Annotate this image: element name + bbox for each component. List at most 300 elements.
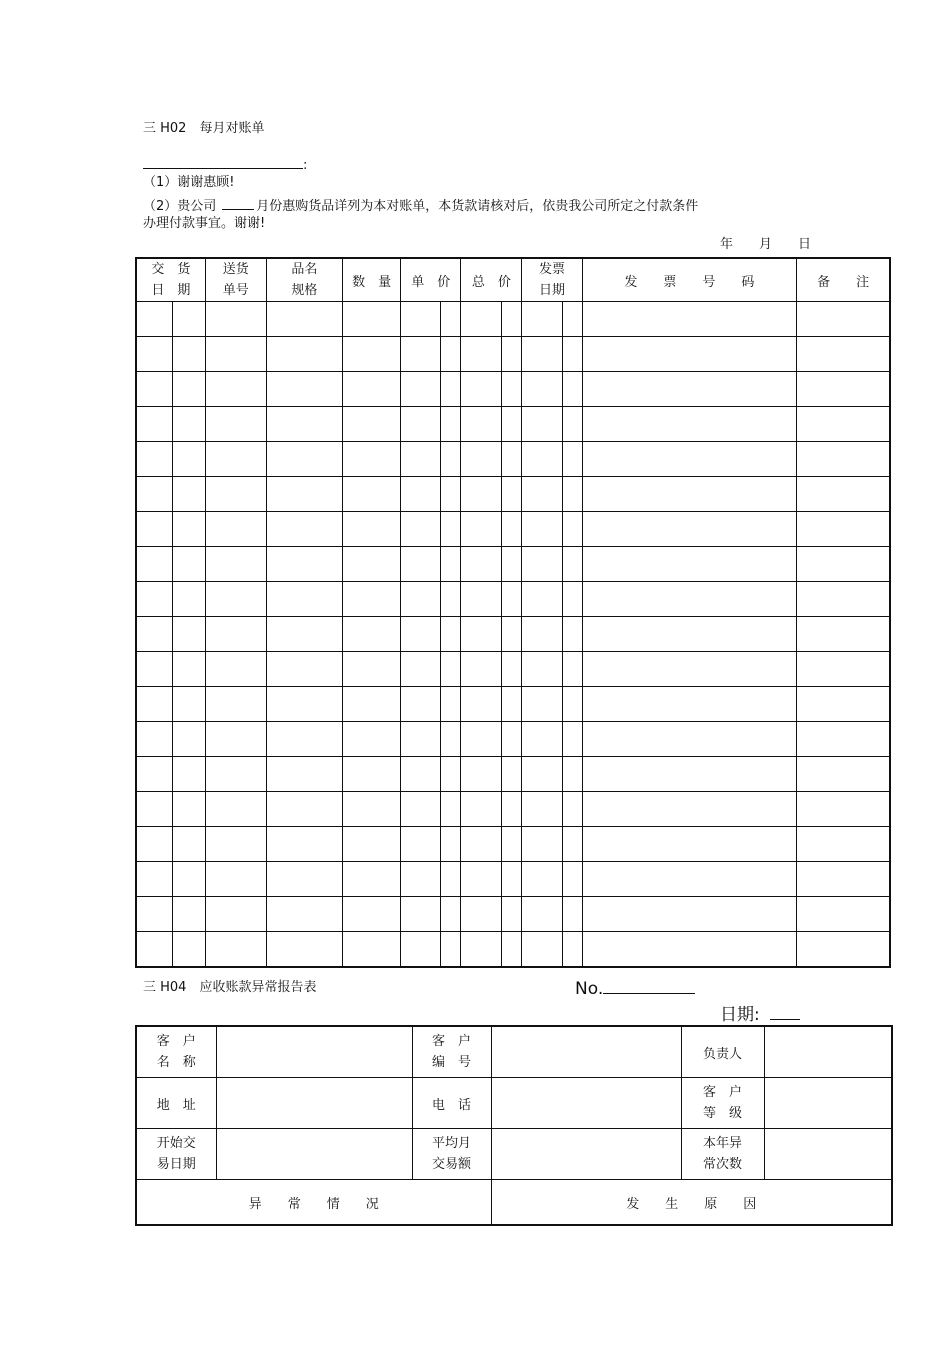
table-cell[interactable]	[461, 792, 502, 827]
table-cell[interactable]	[205, 897, 266, 932]
table-cell[interactable]	[582, 337, 797, 372]
table-cell[interactable]	[797, 897, 890, 932]
table-cell[interactable]	[136, 897, 172, 932]
table-cell[interactable]	[172, 407, 205, 442]
table-cell[interactable]	[562, 722, 582, 757]
table-cell[interactable]	[797, 687, 890, 722]
table-cell[interactable]	[401, 897, 441, 932]
report-date	[720, 1003, 800, 1025]
table-cell[interactable]	[266, 582, 342, 617]
table-cell[interactable]	[461, 512, 502, 547]
table-cell[interactable]	[562, 792, 582, 827]
table-cell[interactable]	[582, 442, 797, 477]
table-cell[interactable]	[266, 792, 342, 827]
table-cell[interactable]	[502, 897, 522, 932]
table-cell[interactable]	[522, 302, 562, 337]
table-cell[interactable]	[343, 932, 401, 968]
table-cell[interactable]	[401, 302, 441, 337]
table-cell[interactable]	[205, 442, 266, 477]
table-row	[136, 582, 890, 617]
table-cell[interactable]	[343, 512, 401, 547]
recipient-line	[143, 155, 307, 174]
table-cell[interactable]	[522, 337, 562, 372]
table-cell[interactable]	[797, 827, 890, 862]
table-row	[136, 407, 890, 442]
table-cell[interactable]	[461, 617, 502, 652]
table-cell[interactable]	[401, 757, 441, 792]
table-cell[interactable]	[562, 407, 582, 442]
table-cell[interactable]	[441, 687, 461, 722]
table-cell[interactable]	[522, 372, 562, 407]
table-cell[interactable]	[172, 722, 205, 757]
table-cell[interactable]	[205, 792, 266, 827]
table-cell[interactable]	[205, 862, 266, 897]
table-cell[interactable]	[266, 757, 342, 792]
table-cell[interactable]	[343, 652, 401, 687]
table-cell[interactable]	[441, 722, 461, 757]
table-cell[interactable]	[172, 582, 205, 617]
table-cell[interactable]	[205, 407, 266, 442]
table-cell[interactable]	[461, 932, 502, 968]
table-cell[interactable]	[343, 547, 401, 582]
table-row	[136, 862, 890, 897]
header-product: 品名 规格	[266, 258, 342, 302]
table-cell[interactable]	[797, 337, 890, 372]
table-cell[interactable]	[502, 302, 522, 337]
table-cell[interactable]	[797, 477, 890, 512]
table-cell[interactable]	[502, 687, 522, 722]
table-cell[interactable]	[562, 512, 582, 547]
table-cell[interactable]	[266, 512, 342, 547]
table-cell[interactable]	[522, 512, 562, 547]
table-cell[interactable]	[502, 827, 522, 862]
customer-level-cell[interactable]	[764, 1078, 892, 1129]
table-cell[interactable]	[502, 792, 522, 827]
table-cell[interactable]	[522, 547, 562, 582]
table-cell[interactable]	[441, 757, 461, 792]
table-cell[interactable]	[522, 687, 562, 722]
table-cell[interactable]	[582, 372, 797, 407]
table-cell[interactable]	[461, 407, 502, 442]
table-row	[136, 1026, 892, 1078]
table-cell[interactable]	[562, 827, 582, 862]
table-cell[interactable]	[343, 407, 401, 442]
table-cell[interactable]	[461, 547, 502, 582]
table-cell[interactable]	[582, 407, 797, 442]
table-cell[interactable]	[172, 477, 205, 512]
table-cell[interactable]	[522, 862, 562, 897]
table-cell[interactable]	[172, 337, 205, 372]
table-cell[interactable]	[562, 302, 582, 337]
header-quantity: 数 量	[343, 258, 401, 302]
table-cell[interactable]	[343, 722, 401, 757]
intro-line-2-start: （2）贵公司	[143, 199, 217, 214]
table-cell[interactable]	[266, 617, 342, 652]
table-cell[interactable]	[461, 477, 502, 512]
table-cell[interactable]	[797, 407, 890, 442]
table-cell[interactable]	[461, 302, 502, 337]
table-cell[interactable]	[582, 722, 797, 757]
table-cell[interactable]	[205, 372, 266, 407]
table-cell[interactable]	[205, 547, 266, 582]
table-cell[interactable]	[582, 687, 797, 722]
table-cell[interactable]	[562, 862, 582, 897]
table-cell[interactable]	[582, 827, 797, 862]
table-cell[interactable]	[172, 512, 205, 547]
table-cell[interactable]	[205, 512, 266, 547]
table-cell[interactable]	[582, 862, 797, 897]
table-cell[interactable]	[797, 757, 890, 792]
table-cell[interactable]	[441, 477, 461, 512]
table-header-row	[136, 258, 890, 302]
table-cell[interactable]	[562, 932, 582, 968]
table-cell[interactable]	[343, 372, 401, 407]
table-cell[interactable]	[461, 827, 502, 862]
table-cell[interactable]	[266, 477, 342, 512]
table-cell[interactable]	[343, 442, 401, 477]
table-cell[interactable]	[522, 477, 562, 512]
exception-count-cell[interactable]	[764, 1129, 892, 1180]
table-cell[interactable]	[401, 932, 441, 968]
table-cell[interactable]	[172, 687, 205, 722]
table-row	[136, 1129, 892, 1180]
table-cell[interactable]	[401, 477, 441, 512]
table-cell[interactable]	[502, 722, 522, 757]
table-cell[interactable]	[797, 582, 890, 617]
table-cell[interactable]	[502, 932, 522, 968]
table-cell[interactable]	[441, 827, 461, 862]
table-cell[interactable]	[562, 617, 582, 652]
table-cell[interactable]	[441, 897, 461, 932]
table-cell[interactable]	[441, 407, 461, 442]
table-cell[interactable]	[562, 582, 582, 617]
table-cell[interactable]	[266, 897, 342, 932]
table-cell[interactable]	[401, 792, 441, 827]
table-cell[interactable]	[522, 652, 562, 687]
table-cell[interactable]	[136, 792, 172, 827]
table-cell[interactable]	[582, 792, 797, 827]
table-cell[interactable]	[266, 862, 342, 897]
intro-line-1: （1）谢谢惠顾!	[143, 175, 235, 190]
table-cell[interactable]	[343, 827, 401, 862]
table-cell[interactable]	[461, 862, 502, 897]
table-cell[interactable]	[582, 617, 797, 652]
table-cell[interactable]	[797, 372, 890, 407]
table-cell[interactable]	[797, 512, 890, 547]
label-address: 地 址	[136, 1078, 216, 1129]
table-cell[interactable]	[136, 547, 172, 582]
table-cell[interactable]	[797, 547, 890, 582]
table-cell[interactable]	[441, 442, 461, 477]
report-date-label: 日期:	[720, 1005, 760, 1025]
header-delivery-date: 交 货 日 期	[136, 258, 205, 302]
table-cell[interactable]	[401, 687, 441, 722]
table-cell[interactable]	[797, 652, 890, 687]
table-cell[interactable]	[343, 757, 401, 792]
table-cell[interactable]	[205, 302, 266, 337]
table-cell[interactable]	[401, 722, 441, 757]
table-cell[interactable]	[266, 337, 342, 372]
table-cell[interactable]	[461, 372, 502, 407]
table-cell[interactable]	[797, 932, 890, 968]
table-row	[136, 442, 890, 477]
table-cell[interactable]	[562, 477, 582, 512]
table-cell[interactable]	[401, 372, 441, 407]
table-row	[136, 477, 890, 512]
table-cell[interactable]	[172, 617, 205, 652]
table-cell[interactable]	[343, 302, 401, 337]
table-row	[136, 372, 890, 407]
table-cell[interactable]	[562, 547, 582, 582]
label-start-date: 开始交 易日期	[136, 1129, 216, 1180]
table-cell[interactable]	[562, 337, 582, 372]
table-cell[interactable]	[136, 687, 172, 722]
table-cell[interactable]	[205, 582, 266, 617]
table-cell[interactable]	[266, 932, 342, 968]
table-cell[interactable]	[136, 372, 172, 407]
table-cell[interactable]	[172, 302, 205, 337]
table-cell[interactable]	[562, 652, 582, 687]
start-date-cell[interactable]	[216, 1129, 412, 1180]
table-cell[interactable]	[343, 337, 401, 372]
table-cell[interactable]	[582, 547, 797, 582]
table-cell[interactable]	[266, 372, 342, 407]
table-cell[interactable]	[797, 862, 890, 897]
table-cell[interactable]	[461, 897, 502, 932]
table-cell[interactable]	[136, 932, 172, 968]
table-cell[interactable]	[797, 722, 890, 757]
label-exception-count: 本年异 常次数	[681, 1129, 764, 1180]
label-person-in-charge: 负责人	[681, 1026, 764, 1078]
table-cell[interactable]	[502, 477, 522, 512]
table-cell[interactable]	[441, 547, 461, 582]
table-cell[interactable]	[136, 827, 172, 862]
table-cell[interactable]	[441, 512, 461, 547]
table-cell[interactable]	[343, 582, 401, 617]
table-cell[interactable]	[582, 582, 797, 617]
table-cell[interactable]	[582, 897, 797, 932]
table-cell[interactable]	[461, 652, 502, 687]
recipient-blank[interactable]	[143, 155, 303, 169]
table-cell[interactable]	[172, 547, 205, 582]
table-cell[interactable]	[401, 617, 441, 652]
table-cell[interactable]	[136, 337, 172, 372]
statement-table-body	[136, 302, 890, 968]
table-row	[136, 302, 890, 337]
table-cell[interactable]	[441, 617, 461, 652]
table-cell[interactable]	[401, 652, 441, 687]
table-cell[interactable]	[136, 582, 172, 617]
address-cell[interactable]	[216, 1078, 412, 1129]
table-cell[interactable]	[266, 722, 342, 757]
table-cell[interactable]	[266, 547, 342, 582]
table-cell[interactable]	[522, 897, 562, 932]
table-cell[interactable]	[522, 722, 562, 757]
table-cell[interactable]	[266, 302, 342, 337]
table-cell[interactable]	[401, 407, 441, 442]
table-cell[interactable]	[205, 932, 266, 968]
table-cell[interactable]	[401, 582, 441, 617]
table-cell[interactable]	[461, 722, 502, 757]
table-cell[interactable]	[343, 687, 401, 722]
label-phone: 电 话	[412, 1078, 491, 1129]
table-cell[interactable]	[266, 652, 342, 687]
table-cell[interactable]	[401, 512, 441, 547]
table-cell[interactable]	[797, 617, 890, 652]
table-cell[interactable]	[401, 862, 441, 897]
label-exception-situation: 异 常 情 况	[136, 1180, 491, 1226]
table-cell[interactable]	[205, 687, 266, 722]
table-cell[interactable]	[172, 897, 205, 932]
table-cell[interactable]	[205, 722, 266, 757]
table-cell[interactable]	[343, 862, 401, 897]
table-cell[interactable]	[522, 582, 562, 617]
table-cell[interactable]	[522, 932, 562, 968]
table-cell[interactable]	[441, 792, 461, 827]
table-cell[interactable]	[441, 582, 461, 617]
exception-report-table	[135, 1025, 893, 1226]
table-cell[interactable]	[205, 477, 266, 512]
report-number-blank[interactable]	[603, 977, 695, 994]
table-cell[interactable]	[266, 827, 342, 862]
table-cell[interactable]	[461, 337, 502, 372]
table-cell[interactable]	[343, 477, 401, 512]
table-cell[interactable]	[441, 372, 461, 407]
table-cell[interactable]	[522, 827, 562, 862]
avg-monthly-cell[interactable]	[491, 1129, 681, 1180]
table-cell[interactable]	[522, 617, 562, 652]
table-cell[interactable]	[582, 652, 797, 687]
table-cell[interactable]	[172, 372, 205, 407]
table-cell[interactable]	[136, 477, 172, 512]
table-cell[interactable]	[562, 687, 582, 722]
table-cell[interactable]	[562, 372, 582, 407]
table-cell[interactable]	[562, 442, 582, 477]
table-cell[interactable]	[205, 337, 266, 372]
table-cell[interactable]	[562, 897, 582, 932]
table-cell[interactable]	[205, 617, 266, 652]
table-cell[interactable]	[136, 512, 172, 547]
table-cell[interactable]	[172, 652, 205, 687]
table-cell[interactable]	[172, 932, 205, 968]
person-in-charge-cell[interactable]	[764, 1026, 892, 1078]
table-cell[interactable]	[502, 372, 522, 407]
label-cause: 发 生 原 因	[491, 1180, 892, 1226]
table-cell[interactable]	[461, 757, 502, 792]
table-cell[interactable]	[522, 757, 562, 792]
month-blank[interactable]	[222, 196, 254, 210]
table-cell[interactable]	[136, 407, 172, 442]
table-cell[interactable]	[136, 652, 172, 687]
table-cell[interactable]	[502, 757, 522, 792]
customer-name-cell[interactable]	[216, 1026, 412, 1078]
table-cell[interactable]	[172, 827, 205, 862]
table-cell[interactable]	[582, 512, 797, 547]
customer-no-cell[interactable]	[491, 1026, 681, 1078]
table-cell[interactable]	[797, 302, 890, 337]
table-cell[interactable]	[441, 337, 461, 372]
table-cell[interactable]	[502, 862, 522, 897]
phone-cell[interactable]	[491, 1078, 681, 1129]
table-cell[interactable]	[401, 827, 441, 862]
table-cell[interactable]	[136, 757, 172, 792]
table-cell[interactable]	[461, 687, 502, 722]
table-cell[interactable]	[136, 722, 172, 757]
table-cell[interactable]	[441, 652, 461, 687]
table-cell[interactable]	[461, 442, 502, 477]
table-cell[interactable]	[205, 757, 266, 792]
table-row	[136, 722, 890, 757]
table-cell[interactable]	[401, 442, 441, 477]
table-cell[interactable]	[502, 652, 522, 687]
table-cell[interactable]	[522, 792, 562, 827]
table-cell[interactable]	[797, 442, 890, 477]
table-cell[interactable]	[136, 442, 172, 477]
table-cell[interactable]	[502, 512, 522, 547]
table-cell[interactable]	[441, 302, 461, 337]
table-cell[interactable]	[172, 757, 205, 792]
intro-line-2-end: 月份惠购货品详列为本对账单，本货款请核对后，依贵我公司所定之付款条件	[256, 199, 699, 214]
table-cell[interactable]	[172, 792, 205, 827]
table-cell[interactable]	[582, 932, 797, 968]
table-cell[interactable]	[266, 687, 342, 722]
header-remarks: 备 注	[797, 258, 890, 302]
table-row	[136, 512, 890, 547]
table-cell[interactable]	[461, 582, 502, 617]
table-row	[136, 652, 890, 687]
table-cell[interactable]	[502, 582, 522, 617]
label-customer-no: 客 户 编 号	[412, 1026, 491, 1078]
table-cell[interactable]	[502, 407, 522, 442]
table-cell[interactable]	[441, 932, 461, 968]
table-cell[interactable]	[205, 827, 266, 862]
table-cell[interactable]	[136, 862, 172, 897]
table-cell[interactable]	[502, 617, 522, 652]
table-cell[interactable]	[502, 442, 522, 477]
table-cell[interactable]	[205, 652, 266, 687]
table-row	[136, 757, 890, 792]
table-cell[interactable]	[582, 477, 797, 512]
table-cell[interactable]	[522, 407, 562, 442]
table-cell[interactable]	[343, 897, 401, 932]
table-cell[interactable]	[582, 757, 797, 792]
table-cell[interactable]	[502, 547, 522, 582]
table-cell[interactable]	[401, 547, 441, 582]
table-row	[136, 792, 890, 827]
table-row	[136, 617, 890, 652]
table-cell[interactable]	[136, 302, 172, 337]
table-cell[interactable]	[172, 442, 205, 477]
table-cell[interactable]	[522, 442, 562, 477]
report-date-blank[interactable]	[770, 1003, 800, 1020]
table-cell[interactable]	[562, 757, 582, 792]
table-cell[interactable]	[266, 442, 342, 477]
table-cell[interactable]	[136, 617, 172, 652]
table-cell[interactable]	[502, 337, 522, 372]
table-cell[interactable]	[441, 862, 461, 897]
table-cell[interactable]	[797, 792, 890, 827]
form1-date: 年 月 日	[720, 237, 812, 252]
table-cell[interactable]	[343, 617, 401, 652]
form1-title: 三 H02 每月对账单	[143, 121, 265, 136]
table-cell[interactable]	[172, 862, 205, 897]
table-cell[interactable]	[266, 407, 342, 442]
table-cell[interactable]	[343, 792, 401, 827]
table-cell[interactable]	[401, 337, 441, 372]
report-number	[575, 977, 695, 999]
table-cell[interactable]	[582, 302, 797, 337]
header-delivery-no: 送货 单号	[205, 258, 266, 302]
